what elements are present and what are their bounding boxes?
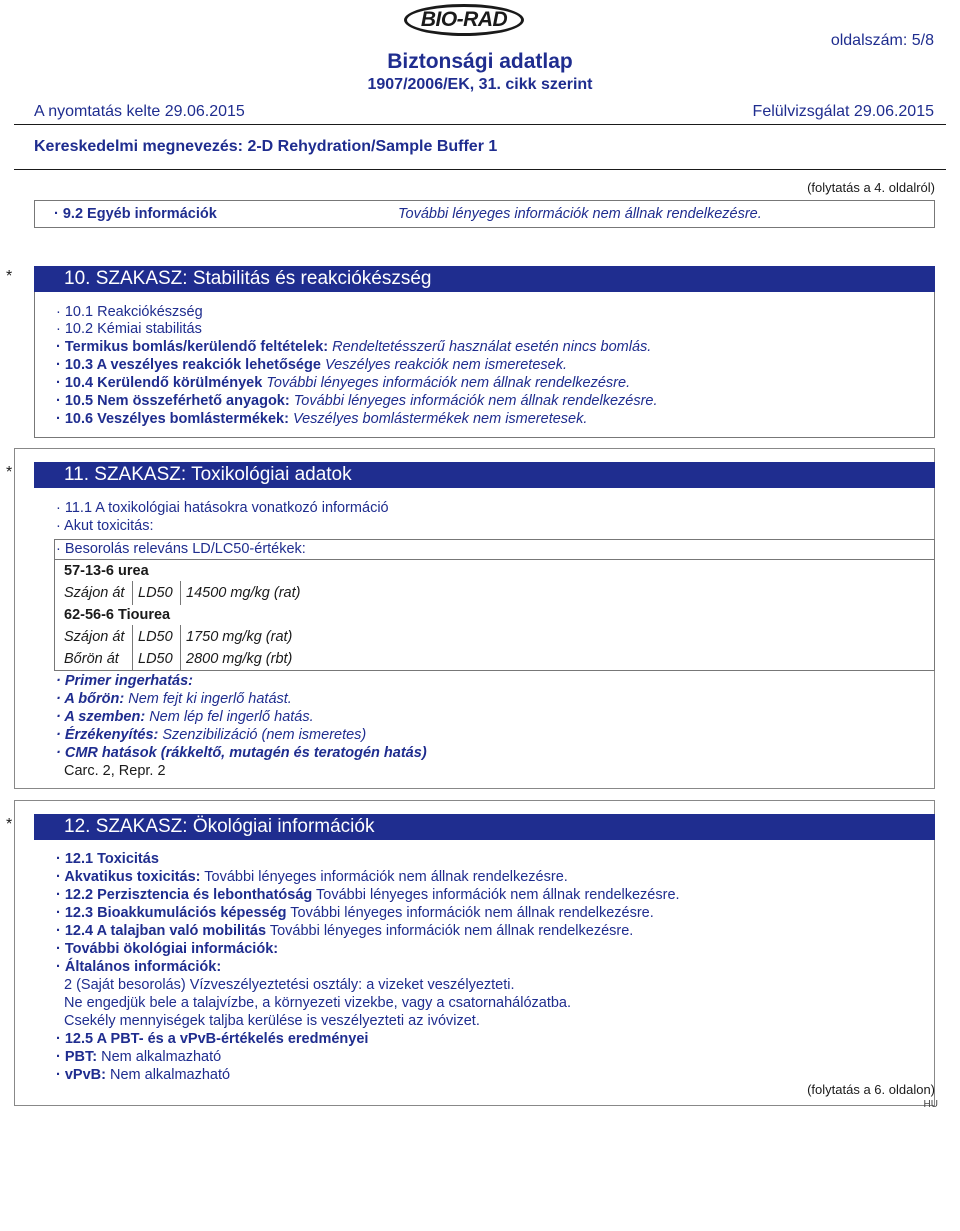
continued-from: (folytatás a 4. oldalról)	[807, 180, 935, 195]
sec12-l3-value: További lényeges információk nem állnak rendelkezésre.	[316, 887, 680, 903]
sec10-l7-value: Veszélyes bomlástermékek nem ismeretesek.	[292, 411, 588, 427]
sec10-l6-label: · 10.5 Nem összeférhető anyagok:	[56, 393, 290, 409]
sec10-l3-value: Rendeltetésszerű használat esetén nincs bomlás.	[332, 339, 652, 355]
row2-sep-1	[132, 625, 133, 671]
sec10-l3	[56, 339, 651, 357]
row1-value: 14500 mg/kg (rat)	[186, 585, 301, 601]
sec10-l4	[56, 357, 567, 375]
row2-type: LD50	[138, 629, 173, 645]
sec11-l2: · Akut toxicitás:	[56, 518, 154, 534]
continued-to: (folytatás a 6. oldalon)	[807, 1082, 935, 1097]
row2-value: 1750 mg/kg (rat)	[186, 629, 293, 645]
sec12-l12	[56, 1049, 221, 1067]
sec11-star: *	[6, 464, 13, 481]
sec12-title: 12. SZAKASZ: Ökológiai információk	[34, 814, 935, 840]
sec12-l4-value: További lényeges információk nem állnak rendelkezésre.	[290, 905, 654, 921]
row1-sep-2	[180, 581, 181, 605]
sec12-l10: Csekély mennyiségek taljba kerülése is veszélyezteti az ivóvizet.	[64, 1013, 480, 1029]
sec12-l2-label: · Akvatikus toxicitás:	[56, 869, 201, 885]
sec12-l2-value: További lényeges információk nem állnak rendelkezésre.	[204, 869, 568, 885]
sec12-l12-label: · PBT:	[56, 1049, 98, 1065]
sec12-l9: Ne engedjük bele a talajvízbe, a környezeti vizekbe, vagy a csatornahálózatba.	[64, 995, 572, 1011]
sec12-l6: · További ökológiai információk:	[56, 941, 279, 957]
sec12-l13-value: Nem alkalmazható	[110, 1067, 231, 1083]
document-subtitle: 1907/2006/EK, 31. cikk szerint	[367, 76, 593, 93]
sec11-eye	[56, 709, 314, 727]
row3-value: 2800 mg/kg (rbt)	[186, 651, 293, 667]
sec10-star: *	[6, 268, 13, 285]
sec12-l7: · Általános információk:	[56, 959, 222, 975]
sec12-l12-value: Nem alkalmazható	[101, 1049, 222, 1065]
sec10-l5-value: További lényeges információk nem állnak rendelkezésre.	[266, 375, 631, 391]
sec10-title: 10. SZAKASZ: Stabilitás és reakciókészség	[34, 266, 935, 292]
page-number: oldalszám: 5/8	[830, 32, 934, 49]
row3-type: LD50	[138, 651, 173, 667]
sec10-l2: · 10.2 Kémiai stabilitás	[56, 321, 202, 337]
sec11-carc: Carc. 2, Repr. 2	[64, 763, 166, 779]
sec11-title: 11. SZAKASZ: Toxikológiai adatok	[34, 462, 935, 488]
header-divider	[14, 124, 946, 125]
sec11-eye-label: · A szemben:	[56, 709, 146, 725]
sec12-l5-label: · 12.4 A talajban való mobilitás	[56, 923, 267, 939]
sec11-sens	[56, 727, 366, 745]
ld50-table-title: · Besorolás releváns LD/LC50-értékek:	[56, 541, 306, 557]
sec12-l4-label: · 12.3 Bioakkumulációs képesség	[56, 905, 287, 921]
row2-route: Szájon át	[64, 629, 125, 645]
sec10-l6	[56, 393, 658, 411]
language-code: HU	[923, 1099, 938, 1110]
sec12-l5	[56, 923, 633, 941]
substance-1: 57-13-6 urea	[64, 563, 149, 579]
sec10-l6-value: További lényeges információk nem állnak rendelkezésre.	[293, 393, 658, 409]
trade-divider	[14, 169, 946, 170]
sec12-l4	[56, 905, 654, 923]
sec12-l11: · 12.5 A PBT- és a vPvB-értékelés eredményei	[56, 1031, 369, 1047]
sec10-l7-label: · 10.6 Veszélyes bomlástermékek:	[56, 411, 289, 427]
row1-route: Szájon át	[64, 585, 125, 601]
document-title: Biztonsági adatlap	[387, 50, 573, 73]
sec11-skin-value: Nem fejt ki ingerlő hatást.	[128, 691, 292, 707]
sec9-label: · 9.2 Egyéb információk	[54, 206, 217, 222]
sec10-l4-label: · 10.3 A veszélyes reakciók lehetősége	[56, 357, 321, 373]
revision-date: Felülvizsgálat 29.06.2015	[752, 103, 934, 120]
sec12-l1: · 12.1 Toxicitás	[56, 851, 159, 867]
sec11-skin	[56, 691, 292, 709]
sec11-skin-label: · A bőrön:	[56, 691, 125, 707]
sec11-cmr: · CMR hatások (rákkeltő, mutagén és teratogén hatás)	[56, 745, 427, 761]
sec9-value: További lényeges információk nem állnak rendelkezésre.	[398, 206, 762, 222]
sec12-l3-label: · 12.2 Perzisztencia és lebonthatóság	[56, 887, 313, 903]
bio-rad-logo	[404, 4, 524, 36]
sec12-l13-label: · vPvB:	[56, 1067, 106, 1083]
sec12-l13	[56, 1067, 230, 1085]
sec11-primer: · Primer ingerhatás:	[56, 673, 193, 689]
sec11-l1: · 11.1 A toxikológiai hatásokra vonatkozó információ	[56, 500, 389, 516]
sec12-l8: 2 (Saját besorolás) Vízveszélyeztetési osztály: a vizeket veszélyezteti.	[64, 977, 515, 993]
row3-route: Bőrön át	[64, 651, 119, 667]
sec12-l2	[56, 869, 568, 887]
row1-type: LD50	[138, 585, 173, 601]
sec11-sens-value: Szenzibilizáció (nem ismeretes)	[162, 727, 367, 743]
logo-text: BIO-RAD	[420, 8, 508, 31]
sec12-l3	[56, 887, 680, 905]
sec10-l5	[56, 375, 630, 393]
row2-sep-2	[180, 625, 181, 671]
sec10-l3-label: · Termikus bomlás/kerülendő feltételek:	[56, 339, 329, 355]
sec10-l4-value: Veszélyes reakciók nem ismeretesek.	[324, 357, 567, 373]
sec11-sens-label: · Érzékenyítés:	[56, 727, 159, 743]
substance-2: 62-56-6 Tiourea	[64, 607, 171, 623]
print-date: A nyomtatás kelte 29.06.2015	[34, 103, 245, 120]
sec10-l7	[56, 411, 587, 429]
sec12-l5-value: További lényeges információk nem állnak rendelkezésre.	[269, 923, 634, 939]
sec12-star: *	[6, 816, 13, 833]
sec10-l1: · 10.1 Reakciókészség	[56, 304, 203, 320]
sec11-eye-value: Nem lép fel ingerlő hatás.	[149, 709, 314, 725]
trade-name: Kereskedelmi megnevezés: 2-D Rehydration/Sample Buffer 1	[34, 138, 498, 155]
sec10-l5-label: · 10.4 Kerülendő körülmények	[56, 375, 263, 391]
ld50-table-divider	[54, 559, 935, 560]
row1-sep-1	[132, 581, 133, 605]
